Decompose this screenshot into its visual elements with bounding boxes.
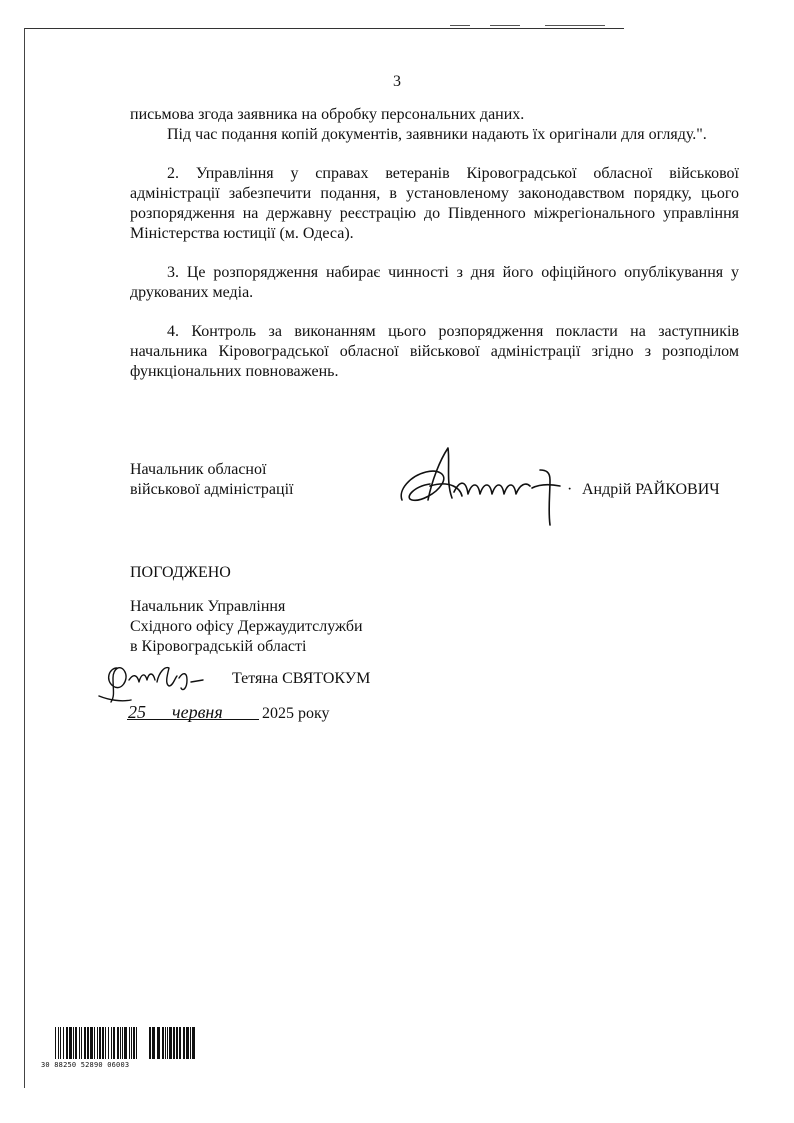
scan-border-artifact	[490, 25, 520, 26]
signatory-name: Андрій РАЙКОВИЧ	[582, 481, 720, 498]
approval-date-year: 2025 року	[262, 705, 330, 722]
signature-sviatokum	[95, 658, 235, 708]
approval-date-day: 25	[128, 702, 146, 722]
paragraph-originals: Під час подання копій документів, заявники надають їх оригінали для огляду.".	[167, 126, 707, 143]
scan-border-artifact	[545, 25, 605, 26]
approval-title-line2: Східного офісу Держаудитслужби	[130, 618, 363, 635]
scan-border-left	[24, 28, 25, 1088]
document-body	[130, 105, 739, 382]
signature-rajkovych	[390, 440, 573, 530]
approval-name: Тетяна СВЯТОКУМ	[232, 670, 371, 687]
paragraph-control: 4. Контроль за виконанням цього розпорядження покласти на заступників начальника Кіровоградської обласної військової адміністрації згідно з розподілом функціональних повноважень.	[130, 323, 739, 380]
document-barcode	[41, 1027, 195, 1071]
approval-title-line1: Начальник Управління	[130, 598, 286, 615]
signatory-title-line2: військової адміністрації	[130, 481, 294, 498]
signatory-title-line1: Начальник обласної	[130, 461, 267, 478]
paragraph-consent: письмова згода заявника на обробку персональних даних.	[130, 106, 525, 123]
approval-title-line3: в Кіровоградській області	[130, 638, 307, 655]
barcode-bars	[41, 1027, 195, 1061]
signature-dot: ·	[567, 481, 573, 498]
barcode-number: 30 88250 52890 06003	[41, 1061, 130, 1069]
scan-border-artifact	[450, 25, 470, 26]
scan-border-top	[24, 28, 624, 29]
paragraph-registration: 2. Управління у справах ветеранів Кіровоградської обласної військової адміністрації забезпечити подання, в установленому законодавством порядку, цього розпорядження на державну реєстрацію до Південного міжрегіонального управління Міністерства юстиції (м. Одеса).	[130, 165, 739, 242]
approval-heading: ПОГОДЖЕНО	[130, 564, 231, 581]
page-number: 3	[393, 73, 401, 90]
approval-date-month: червня	[172, 702, 223, 722]
paragraph-effective-date: 3. Це розпорядження набирає чинності з дня його офіційного опублікування у друкованих медіа.	[130, 264, 739, 301]
